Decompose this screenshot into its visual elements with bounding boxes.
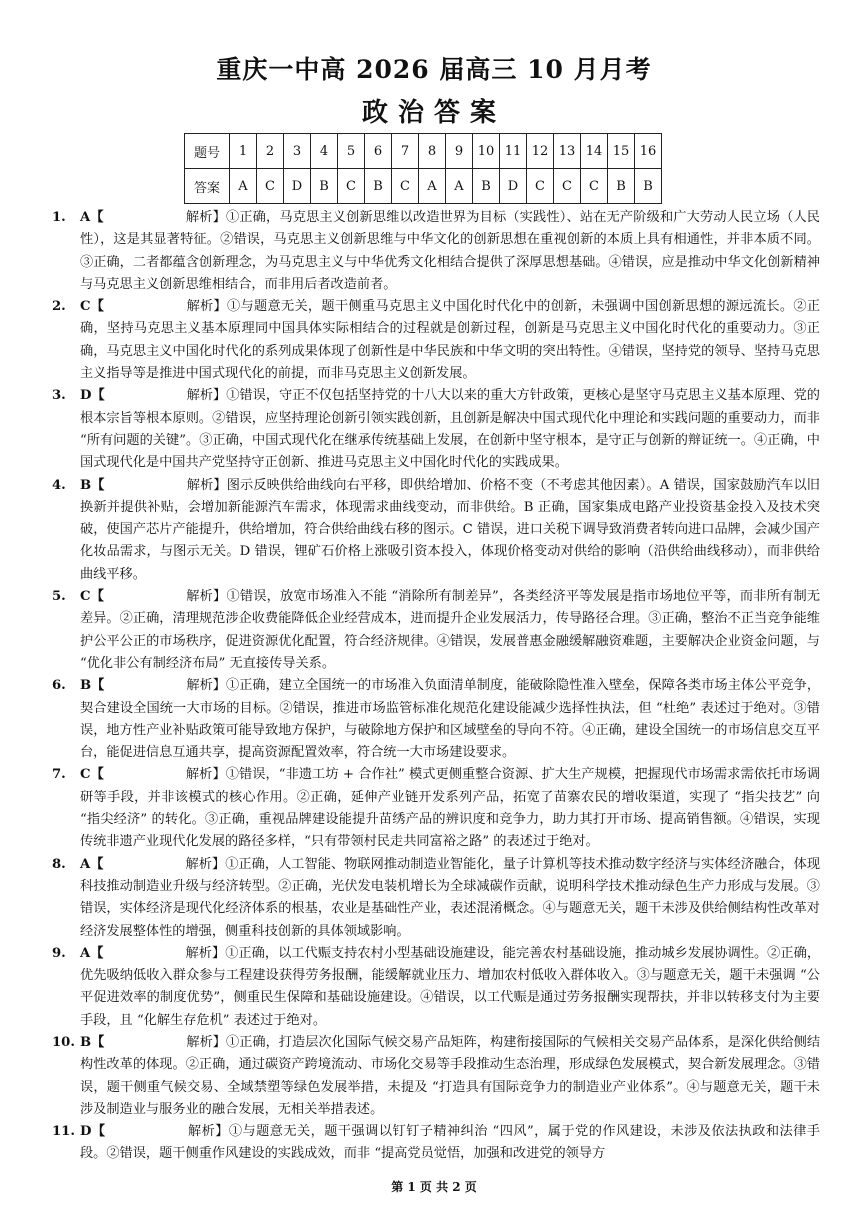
question-answer: C【 [80,299,105,315]
question-number-cell: 7 [392,134,419,169]
analysis-body [80,385,820,474]
analysis-label: 解析】 [186,678,226,694]
question-number-cell: 6 [365,134,392,169]
question-number: 10. [52,1034,75,1050]
answer-cell: D [500,169,527,204]
question-analysis [52,1032,820,1121]
question-number-cell: 11 [500,134,527,169]
analysis-text: ①正确，马克思主义创新思维以改造世界为目标（实践性）、站在无产阶级和广大劳动人民立场（人民性），这是其显著特征。②错误，马克思主义创新思维与中华文化的创新思想在重视创新的本质上具有相通性，并非本质不同。③正确，二者都蕴含创新理念，为马克思主义与中华优秀文化相结合提供了深厚思想基础。④错误，应是推动中华文化创新精神与马克思主义创新思维相结合，而非用后者改造前者。 [80,210,820,292]
answer-cell: C [554,169,581,204]
analysis-body [80,764,820,853]
analysis-label: 解析】 [186,1034,226,1050]
row-label-number: 题号 [185,134,230,169]
analysis-label: 解析】 [185,945,226,961]
answer-cell: B [608,169,635,204]
analysis-text: ①与题意无关，题干强调以钉钉子精神纠治 “四风”，属于党的作风建设，未涉及依法执政和法律手段。②错误，题干侧重作风建设的实践成效，而非 “提高党员觉悟，加强和改进党的领导方 [80,1124,820,1162]
question-analysis [52,854,820,943]
question-analysis [52,385,820,474]
question-number: 4. [52,477,66,493]
question-number-cell: 4 [311,134,338,169]
page-title: 重庆一中高 2026 届高三 10 月月考 [216,55,652,84]
answer-cell: C [392,169,419,204]
question-answer: D【 [80,1124,106,1140]
question-answer: B【 [80,1034,105,1050]
analysis-body [80,943,820,1032]
analysis-label: 解析】 [186,299,228,315]
answer-cell: D [284,169,311,204]
answer-cell: C [581,169,608,204]
answer-cell: A [419,169,446,204]
question-answer: B【 [80,477,105,493]
analysis-body [80,586,820,675]
answer-cell: B [473,169,500,204]
question-number-cell: 9 [446,134,473,169]
question-number-cell: 10 [473,134,500,169]
question-analysis [52,764,820,853]
question-number-cell: 15 [608,134,635,169]
page-subtitle: 政治答案 [361,98,506,128]
question-answer: C【 [80,589,105,605]
question-number: 11. [52,1124,75,1140]
analysis-text: ①正确，人工智能、物联网推动制造业智能化，量子计算机等技术推动数字经济与实体经济融合，体现科技推动制造业升级与经济转型。②正确，光伏发电装机增长为全球减碳作贡献，说明科学技术推动绿色生产力形成与发展。③错误，实体经济是现代化经济体系的根基，农业是基础性产业，表述混淆概念。④与题意无关，题干未涉及供给侧结构性改革对经济发展整体性的增强，侧重科技创新的具体领域影响。 [80,856,821,939]
question-number: 8. [52,856,66,872]
question-analysis [52,675,820,764]
question-number: 7. [52,767,66,783]
analysis-text: 图示反映供给曲线向右平移，即供给增加、价格不变（不考虑其他因素）。A 错误，国家鼓励汽车以旧换新并提供补贴，会增加新能源汽车需求，体现需求曲线变动，而非供给。B 正确，国家集成电路产业投资基金投入及技术突破，使国产芯片产能提升，供给增加，符合供给曲线右移的图示。C 错误，进口关税下调导致消费者转向进口品牌，会减少国产化妆品需求，与图示无关。D 错误，锂矿石价格上涨吸引资本投入，体现价格变动对供给的影响（沿供给曲线移动），而非供给曲线平移。 [80,477,820,582]
question-number: 2. [52,299,66,315]
answer-cell: A [446,169,473,204]
answer-cell: B [635,169,662,204]
question-answer: A【 [80,856,104,872]
question-number: 6. [52,678,66,694]
question-number-cell: 16 [635,134,662,169]
analysis-text: ①错误，放宽市场准入不能 “消除所有制差异”，各类经济平等发展是指市场地位平等，而非所有制无差异。②正确，清理规范涉企收费能降低企业经营成本，进而提升企业发展活力，传导路径合理。③正确，整治不正当竞争能维护公平公正的市场秩序，促进资源优化配置，符合经济规律。④错误，发展普惠金融缓解融资难题，主要解决企业资金问题，与 “优化非公有制经济布局” 无直接传导关系。 [80,589,821,671]
analysis-label: 解析】 [186,388,227,404]
analysis-body [80,1032,820,1121]
question-analysis [52,296,820,385]
question-analysis-list [52,207,820,1166]
question-number-cell: 1 [230,134,257,169]
answer-cell: B [365,169,392,204]
answer-table-answer-row [185,169,662,204]
question-number: 9. [52,945,66,961]
question-number: 1. [52,210,66,225]
question-number-cell: 14 [581,134,608,169]
analysis-text: ①与题意无关，题干侧重马克思主义中国化时代化中的创新，未强调中国创新思想的源远流长。②正确，坚持马克思主义基本原理同中国具体实际相结合的过程就是创新过程，创新是马克思主义中国化时代化的重要动力。③正确，马克思主义中国化时代化的系列成果体现了创新性是中华民族和中华文明的突出特性。④错误，坚持党的领导、坚持马克思主义指导等是推进中国式现代化的前提，而非马克思主义创新发展。 [80,299,821,382]
question-analysis [52,475,820,586]
answer-cell: B [311,169,338,204]
question-number-cell: 13 [554,134,581,169]
question-answer: A【 [80,945,104,961]
answer-cell: C [257,169,284,204]
analysis-label: 解析】 [185,767,226,783]
analysis-text: ①错误，守正不仅包括坚持党的十八大以来的重大方针政策，更核心是坚守马克思主义基本原理、党的根本宗旨等根本原则。②错误，应坚持理论创新引领实践创新，且创新是解决中国式现代化中理论和实践问题的重要动力，而非 “所有问题的关键”。③正确，中国式现代化在继承传统基础上发展，在创新中坚守根本，是守正与创新的辩证统一。④正确，中国式现代化是中国共产党坚持守正创新、推进马克思主义中国化时代化的实践成果。 [80,388,820,471]
analysis-label: 解析】 [186,589,227,605]
answer-cell: A [230,169,257,204]
answer-cell: C [338,169,365,204]
question-number-cell: 3 [284,134,311,169]
question-answer: C【 [80,767,104,783]
analysis-label: 解析】 [187,1124,229,1140]
page-footer: 第 1 页 共 2 页 [391,1180,477,1194]
question-answer: D【 [80,388,105,404]
question-analysis [52,1121,820,1166]
analysis-body [80,475,820,586]
question-answer: B【 [80,678,105,694]
answer-cell: C [527,169,554,204]
analysis-body [80,296,820,385]
analysis-body [80,675,820,764]
answer-table-number-row [185,134,662,169]
analysis-text: ①错误，“非遗工坊 + 合作社” 模式更侧重整合资源、扩大生产规模，把握现代市场需求需依托市场调研等手段，并非该模式的核心作用。②正确，延伸产业链开发系列产品，拓宽了苗寨农民的增收渠道，实现了 “指尖技艺” 向 “指尖经济” 的转化。③正确，重视品牌建设能提升苗绣产品的辨识度和竞争力，助力其打开市场、提高销售额。④错误，实现传统非遗产业现代化发展的路径多样，“只有带领村民走共同富裕之路” 的表述过于绝对。 [80,767,821,850]
answer-table [184,133,662,204]
question-analysis [52,943,820,1032]
analysis-label: 解析】 [186,477,227,493]
question-answer: A【 [80,210,104,225]
analysis-body [80,854,820,943]
analysis-body [80,207,820,296]
question-number-cell: 5 [338,134,365,169]
question-number: 5. [52,589,66,605]
analysis-label: 解析】 [185,210,226,225]
question-number-cell: 2 [257,134,284,169]
analysis-label: 解析】 [185,856,226,872]
row-label-answer: 答案 [185,169,230,204]
question-analysis [52,586,820,675]
analysis-text: ①正确，打造层次化国际气候交易产品矩阵，构建衔接国际的气候相关交易产品体系，是深化供给侧结构性改革的体现。②正确，通过碳资产跨境流动、市场化交易等手段推动生态治理，形成绿色发展模式，契合新发展理念。③错误，题干侧重气候交易、全域禁塑等绿色发展举措，未提及 “打造具有国际竞争力的制造业产业体系”。④与题意无关，题干未涉及制造业与服务业的融合发展，无相关举措表述。 [80,1034,821,1117]
question-number-cell: 8 [419,134,446,169]
analysis-body [80,1121,820,1166]
question-analysis [52,207,820,296]
question-number-cell: 12 [527,134,554,169]
analysis-text: ①正确，以工代赈支持农村小型基础设施建设，能完善农村基础设施，推动城乡发展协调性。②正确，优先吸纳低收入群众参与工程建设获得劳务报酬，能缓解就业压力、增加农村低收入群体收入。③与题意无关，题干未强调 “公平促进效率的制度优势”，侧重民生保障和基础设施建设。④错误，以工代赈是通过劳务报酬实现帮扶，并非以转移支付为主要手段，且 “化解生存危机” 表述过于绝对。 [80,945,821,1028]
question-number: 3. [52,388,66,404]
analysis-text: ①正确，建立全国统一的市场准入负面清单制度，能破除隐性准入壁垒，保障各类市场主体公平竞争，契合建设全国统一大市场的目标。②错误，推进市场监管标准化规范化建设能减少选择性执法，但 “杜绝” 表述过于绝对。③错误，地方性产业补贴政策可能导致地方保护，与破除地方保护和区域壁垒的导向不符。④正确，建设全国统一的市场信息交互平台，能促进信息互通共享，提高资源配置效率，符合统一大市场建设要求。 [80,678,821,761]
